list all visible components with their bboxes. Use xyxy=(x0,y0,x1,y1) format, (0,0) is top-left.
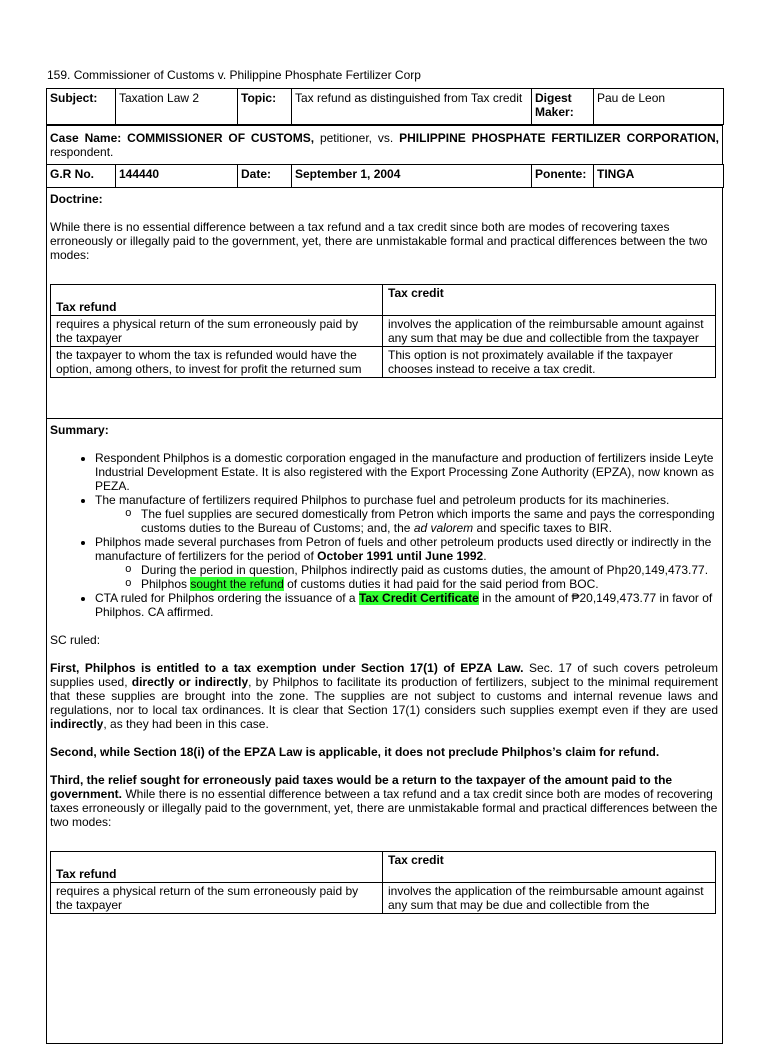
petitioner-role: petitioner, vs. xyxy=(314,131,400,145)
table-row xyxy=(51,347,716,378)
ruling-text: , by Philphos to facilitate its production of fertilizers, subject to the minimal requirement that these supplies are brought into the zone. The supplies are not subject to customs and internal revenue laws and regulations, nor to local tax ordinances. It is clear that Section 17(1) considers such supplies exempt even if they are used xyxy=(50,675,718,717)
table-row xyxy=(51,883,716,914)
topic-value: Tax refund as distinguished from Tax credit xyxy=(292,89,532,125)
respondent-role: respondent. xyxy=(50,145,114,159)
summary-subbullet-text: The fuel supplies are secured domestically from Petron which imports the same and pays the corresponding customs duties to the Bureau of Customs; and, the xyxy=(141,507,715,535)
summary-sublist xyxy=(95,507,718,535)
list-item xyxy=(95,493,718,535)
header-table xyxy=(46,88,724,125)
respondent-name: PHILIPPINE PHOSPHATE FERTILIZER CORPORATION, xyxy=(399,131,720,145)
list-item xyxy=(95,535,718,591)
list-item xyxy=(141,577,718,591)
summary-bullet-text: Respondent Philphos is a domestic corporation engaged in the manufacture and production of fertilizers inside Leyte Industrial Development Estate. It is also registered with the Export Processing Zone Authority (EPZA), now known as PEZA. xyxy=(95,451,714,493)
ruling-text: , as they had been in this case. xyxy=(103,717,269,731)
comparison-refund-cell: the taxpayer to whom the tax is refunded would have the option, among others, to invest for profit the returned sum xyxy=(51,347,383,378)
comparison-credit-cell: This option is not proximately available if the taxpayer chooses instead to receive a tax credit. xyxy=(383,347,716,378)
comparison-header-credit: Tax credit xyxy=(383,285,716,316)
summary-label: Summary: xyxy=(50,423,109,437)
ruling-bold-text: First, Philphos is entitled to a tax exemption under Section 17(1) of EPZA Law. xyxy=(50,661,524,675)
doctrine-label: Doctrine: xyxy=(50,192,103,206)
summary-bullet-bold: October 1991 until June 1992 xyxy=(317,549,484,563)
comparison-table-second xyxy=(50,851,716,914)
summary-subbullet-text: and specific taxes to BIR. xyxy=(473,521,612,535)
ruling-paragraph-1 xyxy=(50,661,718,731)
list-item xyxy=(141,563,718,577)
summary-subbullet-text: Philphos xyxy=(141,577,191,591)
gr-label: G.R No. xyxy=(47,165,116,188)
case-name-cell xyxy=(47,126,723,165)
summary-bullet-text: CTA ruled for Philphos ordering the issuance of a xyxy=(95,591,359,605)
list-item xyxy=(95,591,718,619)
comparison-refund-cell: requires a physical return of the sum erroneously paid by the taxpayer xyxy=(51,883,383,914)
case-name-label: Case Name: xyxy=(50,131,122,145)
summary-bullet-text: Philphos made several purchases from Petron of fuels and other petroleum products used directly or indirectly in the manufacture of fertilizers for the period of xyxy=(95,535,712,563)
list-item xyxy=(95,451,718,493)
case-name-table xyxy=(46,125,723,165)
subject-label: Subject: xyxy=(47,89,116,125)
summary-subbullet-text: of customs duties it had paid for the said period from BOC. xyxy=(283,577,599,591)
summary-list xyxy=(50,451,718,619)
document-title: 159. Commissioner of Customs v. Philippine Phosphate Fertilizer Corp xyxy=(47,68,421,82)
date-value: September 1, 2004 xyxy=(292,165,532,188)
summary-bullet-text: . xyxy=(483,549,487,563)
comparison-header-credit: Tax credit xyxy=(383,852,716,883)
summary-cell xyxy=(47,419,723,1044)
ponente-value: TINGA xyxy=(594,165,724,188)
doctrine-cell xyxy=(47,188,723,419)
subject-value: Taxation Law 2 xyxy=(116,89,238,125)
ruling-bold-text: indirectly xyxy=(50,717,104,731)
ruling-paragraph-3 xyxy=(50,773,718,829)
comparison-header-refund: Tax refund xyxy=(51,285,383,316)
petitioner-name: COMMISSIONER OF CUSTOMS, xyxy=(127,131,315,145)
digest-maker-label: Digest Maker: xyxy=(532,89,594,125)
doctrine-text: While there is no essential difference between a tax refund and a tax credit since both are modes of recovering taxes erroneously or illegally paid to the government, yet, there are unmistakable formal and practical differences between the two modes: xyxy=(50,220,708,262)
gr-table xyxy=(46,164,724,188)
sc-ruled-label: SC ruled: xyxy=(50,633,101,647)
list-item xyxy=(141,507,718,535)
ruling-bold-text: directly or indirectly xyxy=(131,675,249,689)
summary-sublist xyxy=(95,563,718,591)
topic-label: Topic: xyxy=(238,89,292,125)
ponente-label: Ponente: xyxy=(532,165,594,188)
digest-maker-value: Pau de Leon xyxy=(594,89,724,125)
ruling-text: Sec. 17 of such covers petroleum supplies used, xyxy=(50,661,718,689)
doctrine-table xyxy=(46,187,723,419)
table-row xyxy=(51,316,716,347)
ruling-paragraph-2: Second, while Section 18(i) of the EPZA Law is applicable, it does not preclude Philphos’s claim for refund. xyxy=(50,745,660,759)
highlighted-text: Tax Credit Certificate xyxy=(358,591,479,605)
summary-bullet-text: in the amount of ₱20,149,473.77 in favor of Philphos. CA affirmed. xyxy=(95,591,713,619)
comparison-credit-cell: involves the application of the reimbursable amount against any sum that may be due and collectible from the taxpayer xyxy=(383,316,716,347)
comparison-credit-cell: involves the application of the reimbursable amount against any sum that may be due and collectible from the xyxy=(383,883,716,914)
summary-table xyxy=(46,418,723,1044)
comparison-table xyxy=(50,284,716,378)
comparison-header-refund: Tax refund xyxy=(51,852,383,883)
ruling-text: While there is no essential difference between a tax refund and a tax credit since both are modes of recovering taxes erroneously or illegally paid to the government, yet, there are unmistakable formal and practical differences between the two modes: xyxy=(50,787,718,829)
ruling-bold-text: Third, the relief sought for erroneously paid taxes would be a return to the taxpayer of the amount paid to the government. xyxy=(50,773,673,801)
summary-subbullet-text: During the period in question, Philphos indirectly paid as customs duties, the amount of Php20,149,473.77. xyxy=(141,563,709,577)
gr-value: 144440 xyxy=(116,165,238,188)
comparison-refund-cell: requires a physical return of the sum erroneously paid by the taxpayer xyxy=(51,316,383,347)
highlighted-text: sought the refund xyxy=(190,577,284,591)
date-label: Date: xyxy=(238,165,292,188)
summary-bullet-text: The manufacture of fertilizers required Philphos to purchase fuel and petroleum products for its machineries. xyxy=(95,493,670,507)
summary-subbullet-emphasis: ad valorem xyxy=(413,521,474,535)
